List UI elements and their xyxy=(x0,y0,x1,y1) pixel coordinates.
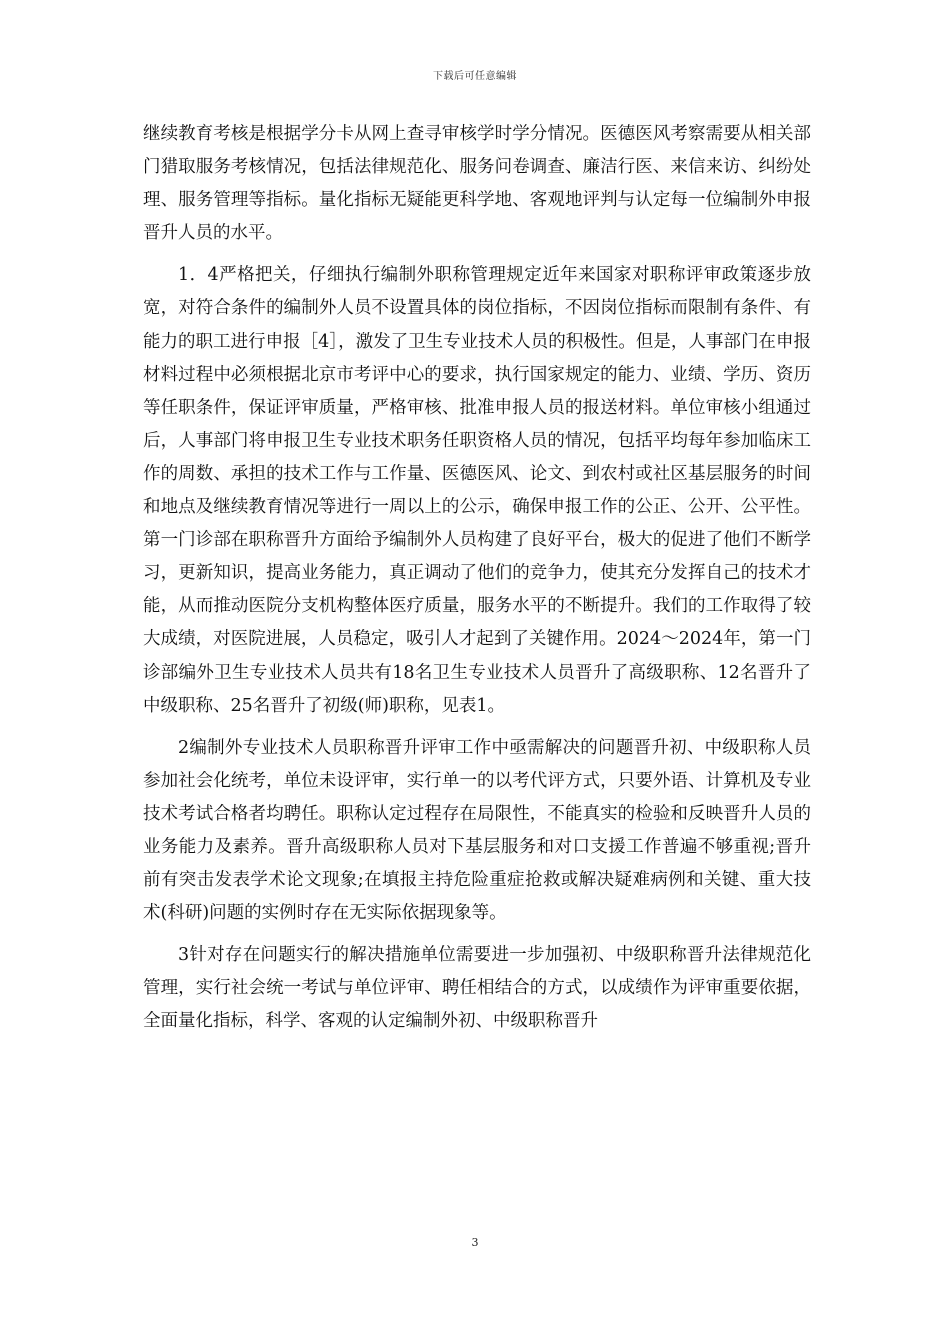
document-body xyxy=(143,118,811,1039)
page-number: 3 xyxy=(471,1236,479,1249)
paragraph-section-2: 2编制外专业技术人员职称晋升评审工作中亟需解决的问题晋升初、中级职称人员参加社会化统考，单位未设评审，实行单一的以考代评方式，只要外语、计算机及专业技术考试合格者均聘任。职称认定过程存在局限性，不能真实的检验和反映晋升人员的业务能力及素养。晋升高级职称人员对下基层服务和对口支援工作普遍不够重视;晋升前有突击发表学术论文现象;在填报主持危险重症抢救或解决疑难病例和关键、重大技术(科研)问题的实例时存在无实际依据现象等。 xyxy=(143,737,811,924)
paragraph-continuing-education: 继续教育考核是根据学分卡从网上查寻审核学时学分情况。医德医风考察需要从相关部门猎取服务考核情况，包括法律规范化、服务问卷调查、廉洁行医、来信来访、纠纷处理、服务管理等指标。量化指标无疑能更科学地、客观地评判与认定每一位编制外申报晋升人员的水平。 xyxy=(143,124,811,244)
page-header: 下载后可任意编辑 xyxy=(433,71,517,82)
paragraph-section-3: 3针对存在问题实行的解决措施单位需要进一步加强初、中级职称晋升法律规范化管理，实行社会统一考试与单位评审、聘任相结合的方式，以成绩作为评审重要依据，全面量化指标，科学、客观的认定编制外初、中级职称晋升 xyxy=(143,945,811,1032)
paragraph-section-1-4: 1．4严格把关，仔细执行编制外职称管理规定近年来国家对职称评审政策逐步放宽，对符合条件的编制外人员不设置具体的岗位指标，不因岗位指标而限制有条件、有能力的职工进行申报［4］，激发了卫生专业技术人员的积极性。但是，人事部门在申报材料过程中必须根据北京市考评中心的要求，执行国家规定的能力、业绩、学历、资历等任职条件，保证评审质量，严格审核、批准申报人员的报送材料。单位审核小组通过后，人事部门将申报卫生专业技术职务任职资格人员的情况，包括平均每年参加临床工作的周数、承担的技术工作与工作量、医德医风、论文、到农村或社区基层服务的时间和地点及继续教育情况等进行一周以上的公示，确保申报工作的公正、公开、公平性。第一门诊部在职称晋升方面给予编制外人员构建了良好平台，极大的促进了他们不断学习，更新知识，提高业务能力，真正调动了他们的竞争力，使其充分发挥自己的技术才能，从而推动医院分支机构整体医疗质量，服务水平的不断提升。我们的工作取得了较大成绩，对医院进展，人员稳定，吸引人才起到了关键作用。2024～2024年，第一门诊部编外卫生专业技术人员共有18名卫生专业技术人员晋升了高级职称、12名晋升了中级职称、25名晋升了初级(师)职称，见表1。 xyxy=(143,265,811,716)
